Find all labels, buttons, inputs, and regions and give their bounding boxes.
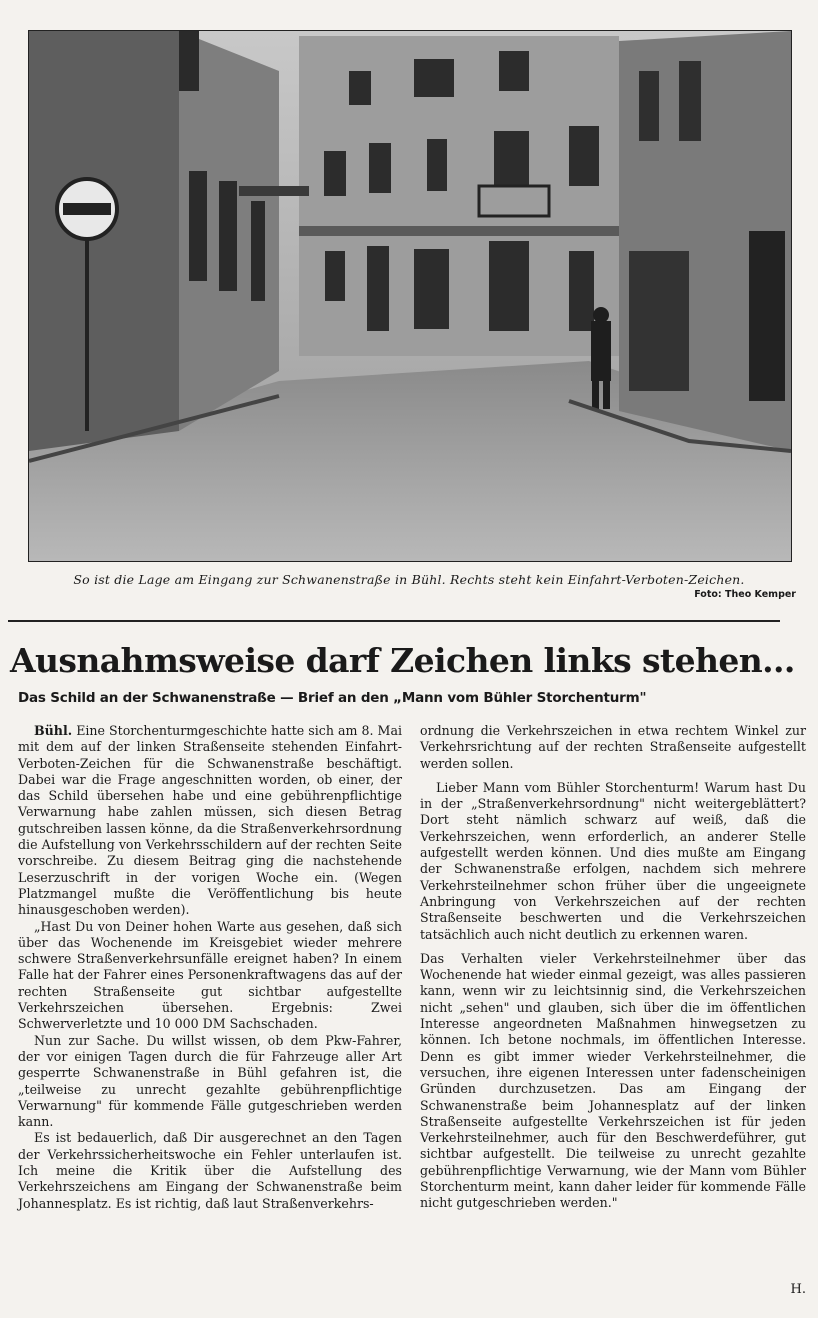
street-photo (28, 30, 792, 562)
subheadline: Das Schild an der Schwanenstraße — Brief an den „Mann vom Bühler Storchenturm" (18, 690, 647, 706)
article-column-left (18, 723, 402, 1212)
paragraph-text: Eine Storchenturmgeschichte hatte sich am 8. Mai mit dem auf der linken Straßenseite stehenden Einfahrt-Verboten-Zeichen für die Schwanenstraße beschäftigt. Dabei war die Frage angeschnitten worden, ob einer, der das Schild übersehen habe und eine gebührenpflichtige Verwarnung habe zahlen müssen, sich diesen Betrag gutschreiben lassen könne, da die Straßenverkehrsordnung die Aufstellung von Verkehrsschildern auf der rechten Seite vorschreibe. Zu diesem Beitrag ging die nachstehende Leserzuschrift in der vorigen Woche ein. (Wegen Platzmangel mußte die Veröffentlichung bis heute hinausgeschoben werden). (18, 723, 402, 918)
article-column-right (420, 723, 806, 1212)
paragraph: „Hast Du von Deiner hohen Warte aus gesehen, daß sich über das Wochenende im Kreisgebiet wieder mehrere schwere Straßenverkehrsunfälle ereignet haben? In einem Falle hat der Fahrer eines Personenkraftwagens das auf der rechten Straßenseite gut sichtbar aufgestellte Verkehrszeichen übersehen. Ergebnis: Zwei Schwerverletzte und 10 000 DM Sachschaden. (18, 918, 402, 1032)
paragraph: Es ist bedauerlich, daß Dir ausgerechnet an den Tagen der Verkehrssicherheitswoche ein Fehler unterlaufen ist. Ich meine die Kritik über die Aufstellung des Verkehrszeichens am Eingang der Schwanenstraße beim Johannesplatz. Es ist richtig, daß laut Straßenverkehrs- (18, 1130, 402, 1211)
paragraph: Lieber Mann vom Bühler Storchenturm! Warum hast Du in der „Straßenverkehrsordnung" nicht weitergeblättert? Dort steht nämlich schwarz auf weiß, daß die Verkehrszeichen, wenn erforderlich, an anderer Stelle aufgestellt werden können. Und dies mußte am Eingang der Schwanenstraße erfolgen, nachdem sich mehrere Verkehrsteilnehmer schon früher über die ungeeignete Anbringung von Verkehrszeichen auf der rechten Straßenseite beschwerten und die Verkehrszeichen tatsächlich auch nicht deutlich zu erkennen waren. (420, 779, 806, 942)
photo-caption: So ist die Lage am Eingang zur Schwanenstraße in Bühl. Rechts steht kein Einfahrt-Verboten-Zeichen. (73, 572, 745, 587)
paragraph: Nun zur Sache. Du willst wissen, ob dem Pkw-Fahrer, der vor einigen Tagen durch die für Fahrzeuge aller Art gesperrte Schwanenstraße in Bühl gefahren ist, die „teilweise zu unrecht gezahlte gebührenpflichtige Verwarnung" für kommende Fälle gutgeschrieben werden kann. (18, 1032, 402, 1130)
photo-credit: Foto: Theo Kemper (694, 589, 796, 600)
paragraph (18, 723, 402, 919)
author-signature: H. (790, 1282, 806, 1297)
headline: Ausnahmsweise darf Zeichen links stehen... (10, 641, 795, 680)
street-photo-icon (29, 31, 791, 561)
paragraph: ordnung die Verkehrszeichen in etwa rechtem Winkel zur Verkehrsrichtung auf der rechten Straßenseite aufgestellt werden sollen. (420, 723, 806, 771)
paragraph: Das Verhalten vieler Verkehrsteilnehmer über das Wochenende hat wieder einmal gezeigt, was alles passieren kann, wenn wir zu leichtsinnig sind, die Verkehrszeichen nicht „sehen" und glauben, sich über die im öffentlichen Interesse angeordneten Maßnahmen hinwegsetzen zu können. Ich betone nochmals, im öffentlichen Interesse. Denn es gibt immer wieder Verkehrsteilnehmer, die versuchen, ihre eigenen Interessen unter fadenscheinigen Gründen durchzusetzen. Das am Eingang der Schwanenstraße beim Johannesplatz auf der linken Straßenseite aufgestellte Verkehrszeichen ist für jeden Verkehrsteilnehmer, auch für den Beschwerdeführer, gut sichtbar aufgestellt. Die teilweise zu unrecht gezahlte gebührenpflichtige Verwarnung, wie der Mann vom Bühler Storchenturm meint, kann daher leider für kommende Fälle nicht gutgeschrieben werden." (420, 950, 806, 1211)
divider (8, 620, 780, 622)
dateline: Bühl. (34, 723, 73, 738)
